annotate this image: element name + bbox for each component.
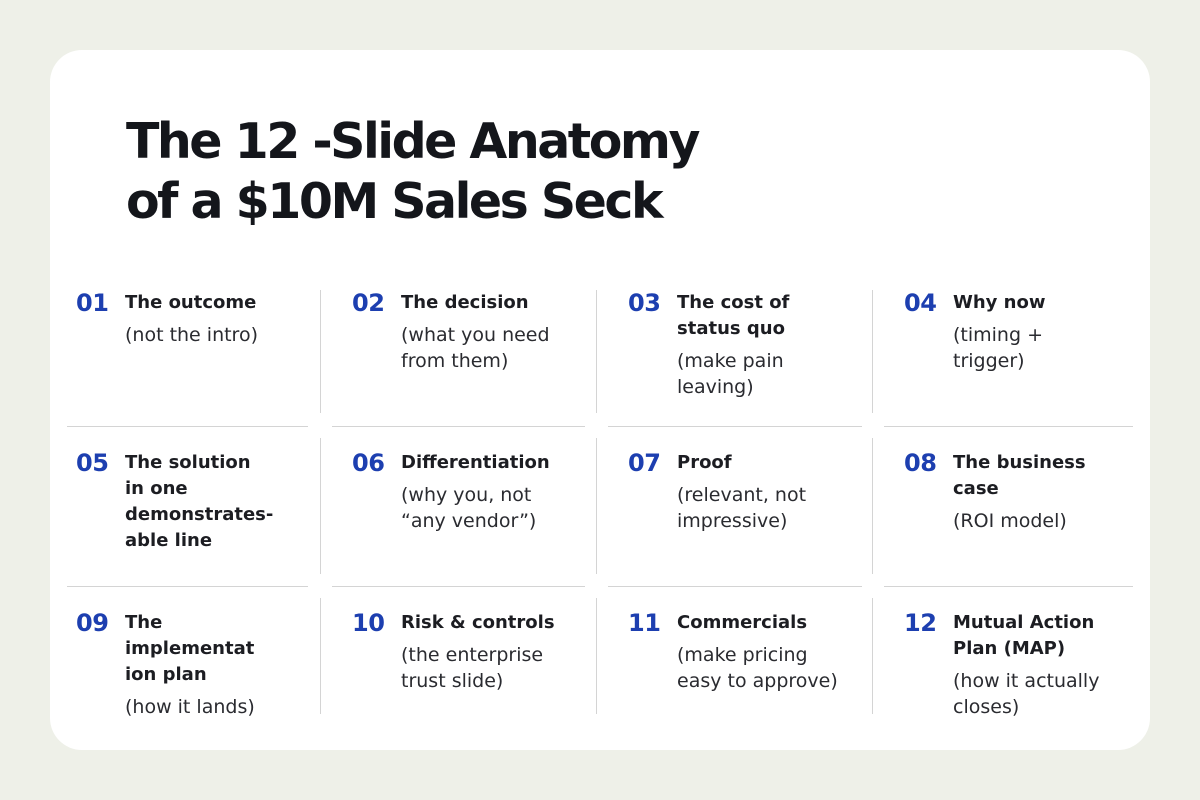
- slide-title: The cost of status quo: [677, 292, 790, 339]
- row-divider: [67, 426, 308, 427]
- row-divider: [332, 586, 585, 587]
- slide-description: (not the intro): [125, 324, 258, 346]
- slide-number: 01: [76, 289, 109, 317]
- column-divider: [596, 290, 597, 413]
- row-divider: [332, 426, 585, 427]
- slide-title: Proof: [677, 452, 732, 473]
- slide-description: (relevant, not impressive): [677, 484, 807, 532]
- slide-number: 06: [352, 449, 385, 477]
- slide-number: 08: [904, 449, 937, 477]
- column-divider: [596, 438, 597, 574]
- column-divider: [872, 438, 873, 574]
- column-divider: [872, 290, 873, 413]
- slide-description: (why you, not “any vendor”): [401, 484, 537, 532]
- row-divider: [884, 586, 1133, 587]
- slide-description: (the enterprise trust slide): [401, 644, 544, 692]
- slide-description: (timing + trigger): [953, 324, 1043, 372]
- slide-number: 12: [904, 609, 937, 637]
- slide-title: Commercials: [677, 612, 808, 633]
- row-divider: [884, 426, 1133, 427]
- column-divider: [872, 598, 873, 714]
- row-divider: [608, 586, 862, 587]
- slide-title: Why now: [953, 292, 1046, 313]
- slide-title: The outcome: [125, 292, 257, 313]
- page-title: [126, 112, 698, 232]
- slide-description: (how it lands): [125, 696, 255, 718]
- slide-number: 02: [352, 289, 385, 317]
- slide-description: (what you need from them): [401, 324, 550, 372]
- title-line-2: of a $10M Sales Seck: [126, 173, 662, 230]
- column-divider: [320, 290, 321, 413]
- slide-description: (how it actually closes): [953, 670, 1100, 718]
- slide-number: 10: [352, 609, 385, 637]
- slide-number: 04: [904, 289, 937, 317]
- slide-title: The implementat ion plan: [125, 612, 255, 685]
- slide-number: 09: [76, 609, 109, 637]
- column-divider: [596, 598, 597, 714]
- slide-title: The decision: [401, 292, 529, 313]
- column-divider: [320, 438, 321, 574]
- infographic-card: [50, 50, 1150, 750]
- row-divider: [67, 586, 308, 587]
- slide-number: 03: [628, 289, 661, 317]
- slide-number: 07: [628, 449, 661, 477]
- slide-description: (make pricing easy to approve): [677, 644, 838, 692]
- slide-title: Risk & controls: [401, 612, 555, 633]
- column-divider: [320, 598, 321, 714]
- slide-title: The solution in one demonstrates- able line: [125, 452, 274, 551]
- slide-title: Differentiation: [401, 452, 550, 473]
- row-divider: [608, 426, 862, 427]
- title-line-1: The 12 -Slide Anatomy: [126, 113, 698, 170]
- slide-title: The business case: [953, 452, 1086, 499]
- slide-description: (ROI model): [953, 510, 1067, 532]
- slide-title: Mutual Action Plan (MAP): [953, 612, 1095, 659]
- slide-number: 05: [76, 449, 109, 477]
- slide-description: (make pain leaving): [677, 350, 784, 398]
- slide-number: 11: [628, 609, 661, 637]
